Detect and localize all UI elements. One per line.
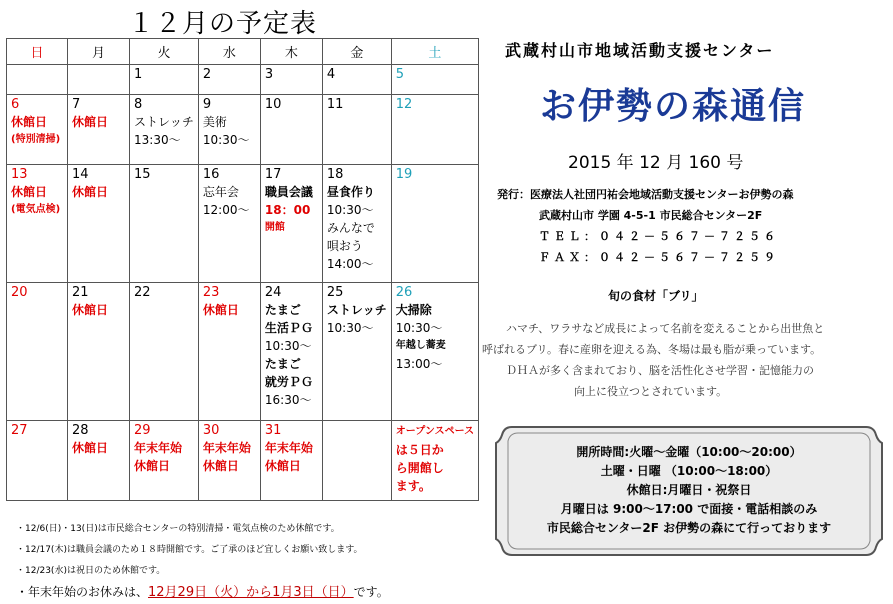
weekday-sat: 土 bbox=[391, 39, 478, 65]
day-cell: 16 忘年会 12:00～ bbox=[198, 165, 260, 283]
hours-line: 市民総合センター2F お伊勢の森にて行っております bbox=[546, 521, 832, 535]
event-text: 10:30～ bbox=[395, 321, 443, 335]
calendar-table bbox=[6, 38, 479, 501]
day-cell: 21 休館日 bbox=[68, 283, 130, 421]
weekday-header bbox=[7, 39, 479, 65]
weekday-wed: 水 bbox=[198, 39, 260, 65]
weekday-mon: 月 bbox=[68, 39, 130, 65]
day-cell: 31 年末年始 休館日 bbox=[260, 421, 322, 501]
event-text: 14:00～ bbox=[326, 257, 374, 271]
event-text: は５日か bbox=[395, 443, 444, 457]
food-line: 向上に役立つとされています。 bbox=[574, 385, 728, 398]
day-cell: 25 ストレッチ 10:30～ bbox=[322, 283, 391, 421]
day-cell: 1 bbox=[130, 65, 199, 95]
day-cell: 14 休館日 bbox=[68, 165, 130, 283]
event-text: 職員会議 bbox=[264, 185, 313, 199]
publisher-line: 発行：医療法人社団円祐会地域活動支援センターお伊勢の森 bbox=[497, 188, 794, 201]
event-text: ます。 bbox=[395, 479, 431, 493]
day-cell: 24 たまご 生活ＰＧ 10:30～ たまご 就労ＰＧ 16:30～ bbox=[260, 283, 322, 421]
event-text: 年末年始 bbox=[264, 441, 313, 455]
event-text: 18：00 bbox=[264, 203, 311, 217]
event-text: 美術 bbox=[202, 115, 227, 129]
hours-box bbox=[490, 421, 888, 561]
event-text: 10:30～ bbox=[326, 203, 374, 217]
event-text: 大掃除 bbox=[395, 303, 432, 317]
note-line: ・12/6(日)・13(日)は市民総合センターの特別清掃・電気点検のため休館です。 bbox=[16, 524, 340, 534]
event-text: たまご bbox=[264, 357, 301, 371]
event-text: 休館日 bbox=[11, 185, 48, 199]
day-cell: 29 年末年始 休館日 bbox=[130, 421, 199, 501]
event-text: (特別清掃) bbox=[11, 134, 61, 145]
day-cell: 20 bbox=[7, 283, 68, 421]
event-text: 10:30～ bbox=[202, 133, 250, 147]
day-cell: 30 年末年始 休館日 bbox=[198, 421, 260, 501]
org-name: 武蔵村山市地域活動支援センター bbox=[505, 41, 775, 60]
hours-line: 休館日:月曜日・祝祭日 bbox=[626, 483, 752, 497]
hours-line: 開所時間:火曜～金曜（10:00～20:00） bbox=[576, 445, 802, 459]
event-text: 休館日 bbox=[134, 459, 171, 473]
day-cell: 27 bbox=[7, 421, 68, 501]
note-line: ・12/23(水)は祝日のため休館です。 bbox=[16, 566, 166, 576]
event-text: 13:30～ bbox=[134, 133, 181, 147]
food-text bbox=[478, 318, 888, 402]
event-text: 休館日 bbox=[72, 185, 109, 199]
issue-number: 2015 年 12 月 160 号 bbox=[568, 153, 744, 173]
calendar-week bbox=[7, 421, 479, 501]
calendar-title: １２月の予定表 bbox=[128, 9, 318, 39]
food-heading: 旬の食材「ブリ」 bbox=[608, 289, 704, 303]
food-line: ハマチ、ワラサなど成長によって名前を変えることから出世魚と bbox=[506, 322, 825, 335]
hours-text bbox=[490, 443, 888, 538]
event-text: 休館日 bbox=[72, 441, 109, 455]
day-cell bbox=[391, 421, 478, 501]
event-text: 休館日 bbox=[72, 115, 109, 129]
event-text: 生活ＰＧ bbox=[264, 321, 313, 335]
day-cell bbox=[7, 65, 68, 95]
food-line: ＤＨＡが多く含まれており、脳を活性化させ学習・記憶能力の bbox=[506, 364, 814, 377]
day-cell: 15 bbox=[130, 165, 199, 283]
day-cell: 23 休館日 bbox=[198, 283, 260, 421]
day-cell: 6 休館日 (特別清掃) bbox=[7, 95, 68, 165]
event-text: (電気点検) bbox=[11, 204, 61, 215]
event-text: 休館日 bbox=[264, 459, 301, 473]
event-text: 年越し蕎麦 bbox=[395, 340, 446, 351]
event-text: オープンスペース bbox=[395, 426, 475, 437]
event-text: 唄おう bbox=[326, 239, 363, 253]
publisher-info bbox=[497, 184, 794, 268]
food-line: 呼ばれるブリ。春に産卵を迎える為、冬場は最も脂が乗っています。 bbox=[482, 343, 822, 356]
day-cell: 11 bbox=[322, 95, 391, 165]
holiday-range: 12月29日（火）から1月3日（日） bbox=[148, 585, 354, 600]
day-cell: 26 大掃除 10:30～ 年越し蕎麦 13:00～ bbox=[391, 283, 478, 421]
calendar-week bbox=[7, 283, 479, 421]
calendar-week bbox=[7, 65, 479, 95]
event-text: みんなで bbox=[326, 221, 375, 235]
event-text: たまご bbox=[264, 303, 301, 317]
day-cell: 7 休館日 bbox=[68, 95, 130, 165]
event-text: 開館 bbox=[264, 222, 285, 233]
calendar-week bbox=[7, 165, 479, 283]
event-text: 休館日 bbox=[202, 303, 239, 317]
day-cell: 28 休館日 bbox=[68, 421, 130, 501]
calendar-notes bbox=[16, 519, 389, 603]
event-text: 就労ＰＧ bbox=[264, 375, 313, 389]
address: 武蔵村山市 学園 4-5-1 市民総合センター2F bbox=[539, 209, 763, 222]
event-text: 休館日 bbox=[11, 115, 48, 129]
day-cell: 10 bbox=[260, 95, 322, 165]
note-line: ・12/17(木)は職員会議のため１８時開館です。ご了承のほど宜しくお願い致します。 bbox=[16, 545, 363, 555]
day-cell: 5 bbox=[391, 65, 478, 95]
event-text: ら開館し bbox=[395, 461, 444, 475]
day-cell: 9 美術 10:30～ bbox=[198, 95, 260, 165]
calendar-week bbox=[7, 95, 479, 165]
event-text: 13:00～ bbox=[395, 357, 443, 371]
holiday-note: ・年末年始のお休みは、12月29日（火）から1月3日（日）です。 bbox=[16, 585, 389, 600]
weekday-sun: 日 bbox=[7, 39, 68, 65]
hours-line: 月曜日は 9:00～17:00 で面接・電話相談のみ bbox=[560, 502, 818, 516]
weekday-tue: 火 bbox=[130, 39, 199, 65]
event-text: 忘年会 bbox=[202, 185, 239, 199]
event-text: 16:30～ bbox=[264, 393, 312, 407]
day-cell: 22 bbox=[130, 283, 199, 421]
masthead-title: お伊勢の森通信 bbox=[540, 85, 807, 127]
event-text: 12:00～ bbox=[202, 203, 250, 217]
day-cell: 4 bbox=[322, 65, 391, 95]
event-text: 10:30～ bbox=[326, 321, 374, 335]
fax: ＦＡＸ：０４２－５６７－７２５９ bbox=[539, 251, 779, 264]
tel: ＴＥＬ：０４２－５６７－７２５６ bbox=[539, 230, 779, 243]
event-text: ストレッチ bbox=[326, 303, 387, 317]
hours-line: 土曜・日曜 （10:00～18:00） bbox=[600, 464, 778, 478]
day-cell: 18 昼食作り 10:30～ みんなで 唄おう 14:00～ bbox=[322, 165, 391, 283]
day-cell: 8 ストレッチ 13:30～ bbox=[130, 95, 199, 165]
day-cell bbox=[68, 65, 130, 95]
day-cell: 3 bbox=[260, 65, 322, 95]
day-cell: 13 休館日 (電気点検) bbox=[7, 165, 68, 283]
event-text: 10:30～ bbox=[264, 339, 312, 353]
day-cell: 12 bbox=[391, 95, 478, 165]
event-text: ストレッチ bbox=[134, 115, 194, 129]
day-cell: 2 bbox=[198, 65, 260, 95]
event-text: 年末年始 bbox=[202, 441, 251, 455]
event-text: 休館日 bbox=[202, 459, 239, 473]
event-text: 年末年始 bbox=[134, 441, 183, 455]
day-cell bbox=[322, 421, 391, 501]
day-cell: 19 bbox=[391, 165, 478, 283]
event-text: 昼食作り bbox=[326, 185, 375, 199]
weekday-thu: 木 bbox=[260, 39, 322, 65]
event-text: 休館日 bbox=[72, 303, 109, 317]
day-cell: 17 職員会議 18：00 開館 bbox=[260, 165, 322, 283]
weekday-fri: 金 bbox=[322, 39, 391, 65]
